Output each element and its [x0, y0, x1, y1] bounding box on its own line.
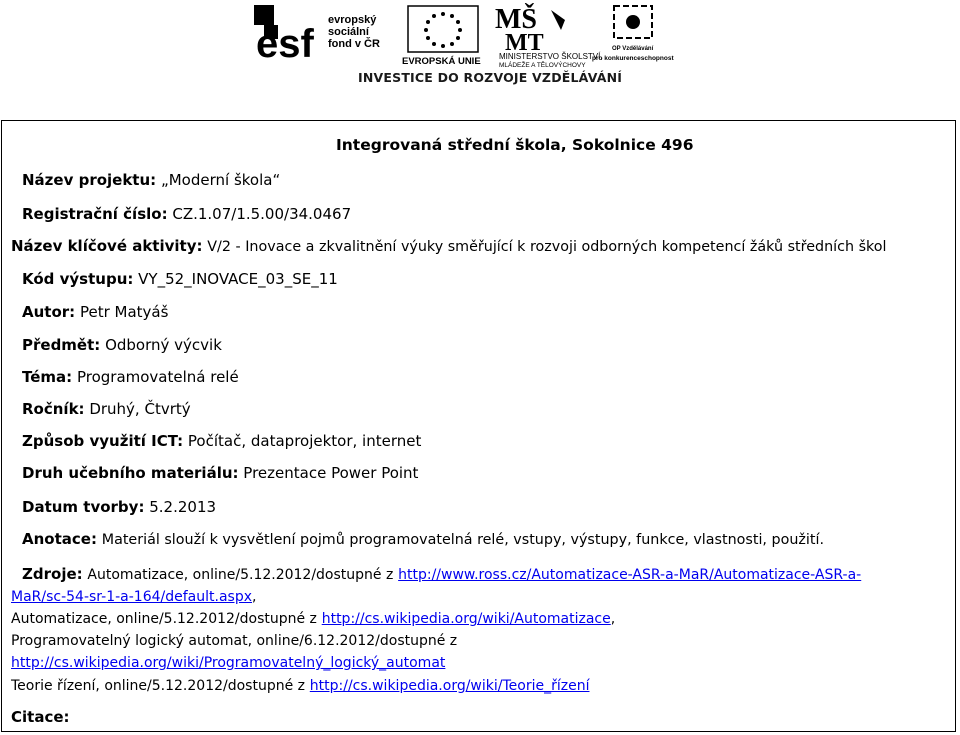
predmet-label: Předmět: [22, 336, 101, 354]
aktivita-value: V/2 - Inovace a zkvalitnění výuky směřující k rozvoji odborných kompetencí žáků středních škol [207, 239, 887, 255]
msmt-logo [495, 2, 605, 68]
source-4-link[interactable]: http://cs.wikipedia.org/wiki/Teorie_řízení [309, 678, 590, 694]
source-2-link[interactable]: http://cs.wikipedia.org/wiki/Automatizace [321, 611, 611, 627]
kod-value: VY_52_INOVACE_03_SE_11 [138, 270, 338, 288]
projekt-value: „Moderní škola“ [160, 171, 281, 189]
aktivita-row [11, 237, 887, 255]
rocnik-label: Ročník: [22, 400, 85, 418]
svg-text:MINISTERSTVO ŠKOLSTVÍ,: MINISTERSTVO ŠKOLSTVÍ, [499, 52, 603, 61]
autor-row [22, 303, 168, 321]
aktivita-label: Název klíčové aktivity: [11, 237, 203, 255]
source-1-link-cont[interactable]: MaR/sc-54-sr-1-a-164/default.aspx [11, 589, 253, 605]
datum-label: Datum tvorby: [22, 498, 145, 516]
source-2-tail: , [610, 611, 616, 627]
eu-flag-logo [400, 4, 490, 66]
predmet-value: Odborný výcvik [105, 336, 222, 354]
source-1-tail: , [252, 589, 257, 605]
anotace-value: Materiál slouží k vysvětlení pojmů programovatelná relé, vstupy, výstupy, funkce, vlastnosti, použití. [101, 532, 824, 548]
projekt-row [22, 171, 280, 189]
source-1-line-1 [22, 565, 861, 583]
kod-label: Kód výstupu: [22, 270, 134, 288]
svg-text:MT: MT [505, 30, 544, 56]
reg-value: CZ.1.07/1.5.00/34.0467 [172, 205, 352, 223]
svg-text:fond v ČR: fond v ČR [328, 38, 380, 50]
reg-label: Registrační číslo: [22, 205, 168, 223]
rocnik-value: Druhý, Čtvrtý [89, 400, 191, 418]
ict-value: Počítač, dataprojektor, internet [187, 432, 422, 450]
autor-value: Petr Matyáš [79, 303, 169, 321]
source-3-text: Programovatelný logický automat, online/6.12.2012/dostupné z [11, 633, 458, 649]
svg-text:MŠ: MŠ [495, 4, 537, 35]
tema-value: Programovatelná relé [76, 368, 239, 386]
esf-text-1: evropský [328, 14, 377, 26]
reg-row [22, 205, 351, 223]
kod-row [22, 270, 338, 288]
anotace-row [22, 530, 824, 548]
rocnik-row [22, 400, 191, 418]
investice-banner: INVESTICE DO ROZVOJE VZDĚLÁVÁNÍ [358, 70, 623, 85]
svg-text:OP Vzdělávání: OP Vzdělávání [612, 46, 654, 52]
autor-label: Autor: [22, 303, 76, 321]
source-2-line [11, 609, 615, 627]
svg-text:MLÁDEŽE A TĚLOVÝCHOVY: MLÁDEŽE A TĚLOVÝCHOVY [499, 62, 586, 68]
druh-label: Druh učebního materiálu: [22, 464, 239, 482]
source-3-line-1 [11, 631, 457, 649]
source-3-link[interactable]: http://cs.wikipedia.org/wiki/Programovatelný_logický_automat [11, 655, 446, 671]
datum-row [22, 498, 216, 516]
druh-value: Prezentace Power Point [243, 464, 419, 482]
svg-text:EVROPSKÁ UNIE: EVROPSKÁ UNIE [402, 56, 481, 66]
datum-value: 5.2.2013 [149, 498, 217, 516]
tema-label: Téma: [22, 368, 73, 386]
ict-label: Způsob využití ICT: [22, 432, 184, 450]
source-1-link[interactable]: http://www.ross.cz/Automatizace-ASR-a-MaR/Automatizace-ASR-a- [398, 567, 862, 583]
source-3-line-2 [11, 653, 445, 671]
school-name: Integrovaná střední škola, Sokolnice 496 [336, 136, 694, 154]
svg-text:sociální: sociální [328, 26, 369, 38]
svg-text:esf: esf [256, 22, 314, 61]
predmet-row [22, 336, 222, 354]
source-4-line [11, 676, 589, 694]
source-4-text: Teorie řízení, online/5.12.2012/dostupné z [11, 678, 305, 694]
ict-row [22, 432, 421, 450]
projekt-label: Název projektu: [22, 171, 157, 189]
esf-logo [254, 5, 389, 61]
anotace-label: Anotace: [22, 530, 97, 548]
source-1-line-2 [11, 587, 256, 605]
tema-row [22, 368, 239, 386]
source-2-text: Automatizace, online/5.12.2012/dostupné z [11, 611, 317, 627]
svg-text:pro konkurenceschopnost: pro konkurenceschopnost [592, 55, 674, 62]
druh-row [22, 464, 418, 482]
op-vk-logo [592, 2, 674, 66]
sources-label: Zdroje: [22, 565, 83, 583]
citace-label: Citace: [11, 708, 70, 726]
source-1-text: Automatizace, online/5.12.2012/dostupné z [87, 567, 394, 583]
